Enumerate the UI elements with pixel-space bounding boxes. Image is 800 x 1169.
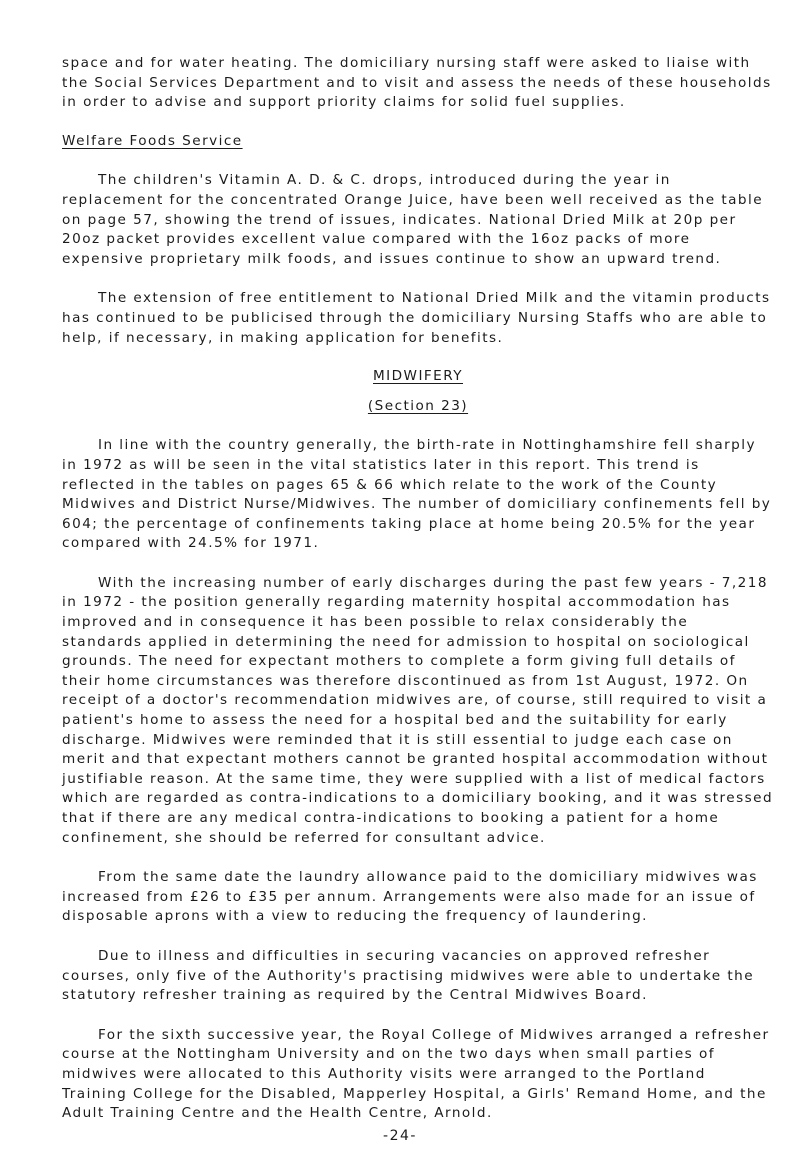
page-number: -24-	[383, 1128, 417, 1144]
paragraph-laundry-allowance: From the same date the laundry allowance paid to the domiciliary midwives was increased from £26 to £35 per annum. Arrangements were also made for an issue of disposable aprons with a view to reducing the frequency of laundering.	[62, 869, 758, 925]
paragraph-royal-college: For the sixth successive year, the Royal College of Midwives arranged a refresher course at the Nottingham University and on the two days when small parties of midwives were allocated to this Authority visits were arranged to the Portland Training College for the Disabled, Mapperley Hospital, a Girls' Remand Home, and the Adult Training Centre and the Health Centre, Arnold.	[62, 1026, 770, 1122]
paragraph-refresher-courses: Due to illness and difficulties in securing vacancies on approved refresher courses, only five of the Authority's practising midwives were able to undertake the statutory refresher training as required by the Central Midwives Board.	[62, 947, 755, 1004]
paragraph-vitamin-drops: The children's Vitamin A. D. & C. drops, introduced during the year in replacement for the concentrated Orange Juice, have been well received as the table on page 57, showing the trend of issues, indicates. National Dried Milk at 20p per 20oz packet provides excellent value compared with the 16oz packs of more expensive proprietary milk foods, and issues continue to show an upward trend.	[62, 172, 764, 267]
heading-midwifery: MIDWIFERY	[373, 368, 463, 385]
heading-welfare-foods-service: Welfare Foods Service	[62, 132, 243, 149]
paragraph-solid-fuel: space and for water heating. The domiciliary nursing staff were asked to liaise with the Social Services Department and to visit and assess the needs of these households in order to advise and support priority claims for solid fuel supplies.	[62, 55, 772, 111]
document-page	[62, 54, 774, 1124]
paragraph-birth-rate: In line with the country generally, the birth-rate in Nottinghamshire fell sharply in 1972 as will be seen in the vital statistics later in this report. This trend is reflected in the tables on pages 65 & 66 which relate to the work of the County Midwives and District Nurse/Midwives. The number of domiciliary confinements fell by 604; the percentage of confinements taking place at home being 20.5% for the year compared with 24.5% for 1971.	[62, 437, 772, 552]
heading-section-23: (Section 23)	[367, 397, 469, 414]
paragraph-early-discharges: With the increasing number of early discharges during the past few years - 7,218 in 1972 - the position generally regarding maternity hospital accommodation has improved and in consequence it has been possible to relax considerably the standards applied in determining the need for admission to hospital on sociological grounds. The need for expectant mothers to complete a form giving full details of their home circumstances was therefore discontinued as from 1st August, 1972. On receipt of a doctor's recommendation midwives are, of course, still required to visit a patient's home to assess the need for a hospital bed and the suitability for early discharge. Midwives were reminded that it is still essential to judge each case on merit and that expectant mothers cannot be granted hospital accommodation without justifiable reason. At the same time, they were supplied with a list of medical factors which are regarded as contra-indications to a domiciliary booking, and it was stressed that if there are any medical contra-indications to booking a patient for a home confinement, she should be referred for consultant advice.	[62, 574, 774, 846]
paragraph-free-entitlement: The extension of free entitlement to National Dried Milk and the vitamin products has continued to be publicised through the domiciliary Nursing Staffs who are able to help, if necessary, in making application for benefits.	[62, 290, 771, 346]
